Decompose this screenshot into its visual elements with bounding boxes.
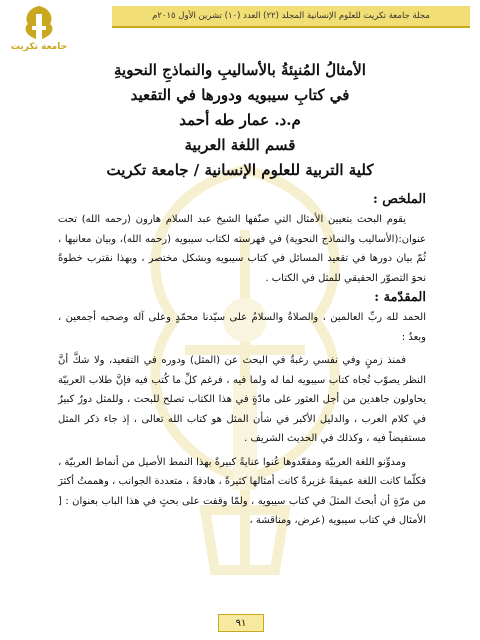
introduction-paragraph-2: فمنذ زمنٍ وفي نفسي رغبةٌ في البحث عن (المثل) ودوره في التقعيد، ولا شكَّ أنَّ النظر يصوّب تُجاه كتاب سيبويه لما له ولما فيه ، فرغم كلِّ ما كُتب فيه فإنَّ طلاب العربيّة يحاولون جاهدين من أجل العثور على مادّةٍ في هذا الكتاب تصلح للبحث ، وللمثل دورٌ كبيرٌ في كلام العرب ، والدليل الأكبر في شأن المثل هو كتاب الله تعالى ، إذ جاء ذكر المثل مستفيضاً فيه ، وكذلك في الحديث الشريف . [58, 355, 426, 444]
introduction-paragraph-1: الحمد لله ربِّ العالمين ، والصلاةُ والسلامُ على سيّدنا محمّدٍ وعلى آله وصحبه أجمعين ، وبعدُ : [58, 312, 426, 343]
paper-title-line-2: في كتابِ سيبويه ودورها في التقعيد [130, 86, 350, 104]
college-name: كلية التربية للعلوم الإنسانية / جامعة تكريت [106, 161, 374, 179]
author-name: م.د. عمار طه أحمد [179, 111, 301, 129]
abstract-heading: الملخص : [372, 192, 426, 207]
paper-body [58, 190, 426, 531]
department-name: قسم اللغة العربية [184, 136, 296, 154]
journal-header-text: مجلة جامعة تكريت للعلوم الإنسانية المجلد (٢٢) العدد (١٠) تشرين الأول ٢٠١٥م [152, 11, 430, 21]
journal-header-bar [112, 6, 470, 28]
page-number: ٩١ [218, 614, 264, 632]
introduction-paragraph-3: ومدوِّنو اللغة العربيّة ومقعّدوها عُنوا عنايةً كبيرةً بهذا النمط الأصيل من أنماط العربيّة ، فكلّما كانت اللغة عميقةً غزيرةً كانت أمثالها كثيرةً ، هادفةً ، متعددة الجوانب ، وهممتُ أكثرَ من مرّةٍ أن أبحثَ المثلَ في كتاب سيبويه ، ولمّا وقفت على بحثٍ في هذا الباب بعنوان : [ الأمثال في كتاب سيبويه (عرض، ومناقشة ، [58, 456, 426, 526]
abstract-text: يقوم البحث بتعيين الأمثال التي صنّفها الشيخ عبد السلام هارون (رحمه الله) تحت عنوان:(الأساليب والنماذج النحوية) في فهرسته لكتاب سيبويه (رحمه الله)، وبيان معانيها ، ثُمّ بيان دورها في تقعيد المسائل في كتاب سيبويه وبشكل مختصر ، وبهذا نقترب خطوةً نحوَ التصوّر الحقيقي للمثل في الكتاب . [58, 214, 426, 284]
university-logo-caption: جامعة تكريت [10, 42, 68, 52]
title-block [60, 58, 420, 183]
introduction-heading: المقدّمة : [374, 290, 426, 305]
paper-title-line-1: الأمثالُ المُنبِئةُ بالأساليبِ والنماذجِ النحويةِ [114, 61, 366, 79]
